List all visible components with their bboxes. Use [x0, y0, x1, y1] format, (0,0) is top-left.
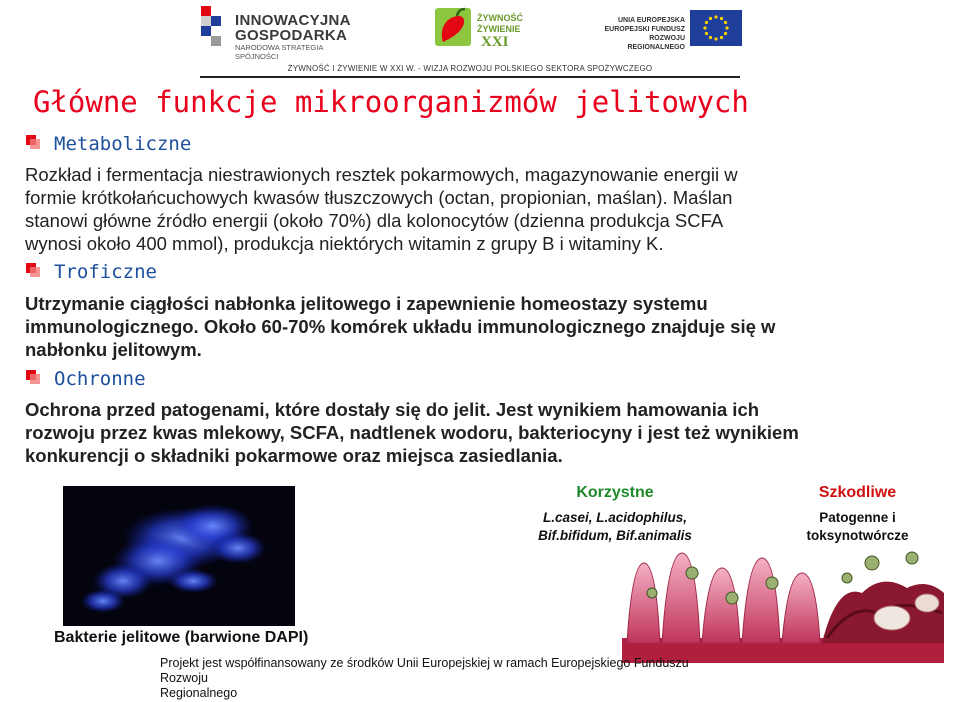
- heading-troficzne: Troficzne: [54, 261, 157, 283]
- text-line: L.casei, L.acidophilus,: [542, 510, 688, 525]
- paragraph-metaboliczne: [25, 163, 738, 255]
- header-tagline: ŻYWNOŚĆ I ŻYWIENIE W XXI W. - WIZJA ROZWOJU POLSKIEGO SEKTORA SPOŻYWCZEGO: [287, 64, 653, 73]
- text-line: Ochrona przed patogenami, które dostały się do jelit. Jest wynikiem hamowania ich: [25, 399, 760, 420]
- text-line: formie krótkołańcuchowych kwasów tłuszczowych (octan, propionian, maślan). Maślan: [25, 187, 733, 208]
- heading-metaboliczne: Metaboliczne: [54, 133, 192, 155]
- paragraph-troficzne: [25, 292, 775, 361]
- eu-logo: [590, 10, 742, 50]
- harmful-label: Szkodliwe: [818, 484, 897, 501]
- eu-logo-line3: ROZWOJU REGIONALNEGO: [627, 35, 685, 51]
- eu-star-icon: [725, 26, 728, 29]
- eu-star-icon: [709, 17, 712, 20]
- section-bullet-icon: [26, 263, 40, 277]
- eu-star-icon: [714, 37, 717, 40]
- ig-logo-line1: INNOWACYJNA: [235, 12, 351, 29]
- dapi-caption: Bakterie jelitowe (barwione DAPI): [54, 629, 309, 646]
- ig-logo-line3: NARODOWA STRATEGIA SPÓJNOŚCI: [235, 43, 323, 61]
- eu-star-icon: [714, 15, 717, 18]
- intestinal-villi-illustration: [622, 543, 944, 663]
- eu-star-icon: [720, 17, 723, 20]
- page-title: Główne funkcje mikroorganizmów jelitowych: [33, 85, 749, 119]
- text-line: rozwoju przez kwas mlekowy, SCFA, nadtlenek wodoru, bakteriocyny i jest też wynikiem: [25, 422, 799, 443]
- footer-cofinancing-note: [160, 656, 740, 701]
- text-line: Utrzymanie ciągłości nabłonka jelitowego i zapewnienie homeostazy systemu: [25, 293, 708, 314]
- text-line: Projekt jest współfinansowany ze środków Unii Europejskiej w ramach Europejskiego Funduszu Rozwoju: [160, 656, 689, 685]
- zz-logo-line1: ŻYWNOŚĆ: [477, 13, 523, 23]
- zz-logo-line3: XXI: [481, 34, 509, 50]
- eu-star-icon: [703, 26, 706, 29]
- text-line: konkurencji o składniki pokarmowe oraz miejsca zasiedlania.: [25, 445, 563, 466]
- eu-logo-text: [590, 16, 685, 52]
- eu-star-icon: [724, 21, 727, 24]
- eu-flag-icon: [690, 10, 742, 46]
- text-line: Rozkład i fermentacja niestrawionych resztek pokarmowych, magazynowanie energii w: [25, 164, 738, 185]
- paragraph-ochronne: [25, 398, 799, 467]
- ig-logo-line2: GOSPODARKA: [235, 27, 348, 44]
- text-line: toksynotwórcze: [806, 528, 909, 543]
- innowacyjna-gospodarka-logo: [195, 4, 365, 61]
- header-divider: [200, 76, 740, 78]
- text-line: Patogenne i: [819, 510, 896, 525]
- text-line: wynosi około 400 mmol), produkcja niektórych witamin z grupy B i witaminy K.: [25, 233, 664, 254]
- eu-star-icon: [720, 36, 723, 39]
- eu-star-icon: [724, 32, 727, 35]
- eu-star-icon: [705, 32, 708, 35]
- harmful-description: [770, 509, 945, 545]
- zywnosc-zywienie-logo: [433, 4, 528, 52]
- ig-emblem-icon: [195, 4, 225, 50]
- eu-star-icon: [705, 21, 708, 24]
- heading-ochronne: Ochronne: [54, 368, 146, 390]
- beneficial-description: [520, 509, 710, 545]
- eu-star-icon: [709, 36, 712, 39]
- text-line: Regionalnego: [160, 686, 238, 700]
- text-line: immunologicznego. Około 60-70% komórek układu immunologicznego znajduje się w: [25, 316, 776, 337]
- text-line: Bif.bifidum, Bif.animalis: [538, 528, 692, 543]
- dapi-bacteria-image: [63, 486, 295, 626]
- text-line: stanowi główne źródło energii (około 70%) dla kolonocytów (dzienna produkcja SCFA: [25, 210, 724, 231]
- eu-logo-line2: EUROPEJSKI FUNDUSZ: [604, 26, 685, 33]
- eu-logo-line1: UNIA EUROPEJSKA: [617, 17, 685, 24]
- section-bullet-icon: [26, 370, 40, 384]
- beneficial-label: Korzystne: [576, 484, 654, 501]
- section-bullet-icon: [26, 135, 40, 149]
- text-line: nabłonku jelitowym.: [25, 339, 202, 360]
- pepper-icon: [433, 4, 473, 50]
- zz-logo-line2: ŻYWIENIE: [477, 24, 521, 34]
